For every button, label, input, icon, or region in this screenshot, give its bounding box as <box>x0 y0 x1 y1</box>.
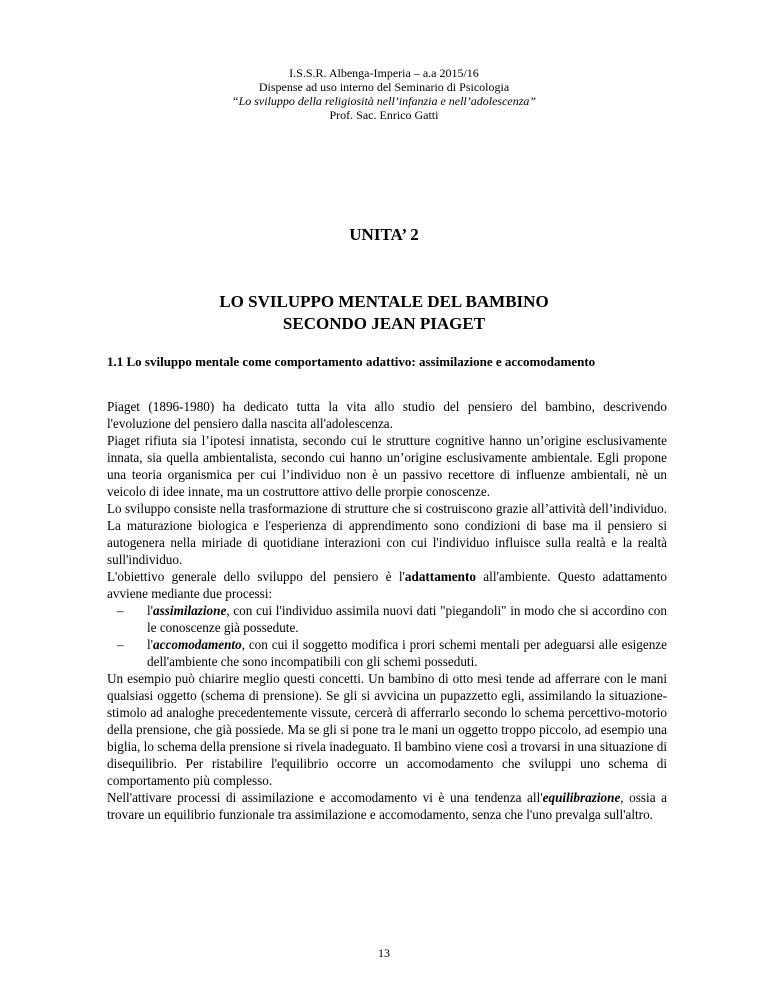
text-run: all'ambiente. Questo adattamento avviene mediante due processi: <box>107 569 667 601</box>
bold-italic-term-equilibrazione: equilibrazione <box>542 790 621 805</box>
page-number: 13 <box>378 946 390 960</box>
bold-italic-term-accomodamento: accomodamento <box>153 637 242 652</box>
header-seminar-title: “Lo sviluppo della religiosità nell’infanzia e nell’adolescenza” <box>231 94 537 108</box>
document-header <box>0 66 768 122</box>
text-run: , con cui il soggetto modifica i prori schemi mentali per adeguarsi alle esigenze dell'ambiente che sono incompatibili con gli schemi posseduti. <box>147 637 667 669</box>
paragraph: Piaget (1896-1980) ha dedicato tutta la vita allo studio del pensiero del bambino, descrivendo l'evoluzione del pensiero dalla nascita all'adolescenza. <box>107 399 667 431</box>
dash-bullet-icon: – <box>117 603 124 618</box>
unit-heading: UNITA’ 2 <box>349 225 419 244</box>
header-institute: I.S.S.R. Albenga-Imperia – a.a 2015/16 <box>289 66 479 80</box>
text-run: , ossia a trovare un equilibrio funzionale tra assimilazione e accomodamento, senza che l'uno prevalga sull'altro. <box>107 790 668 822</box>
section-heading: 1.1 Lo sviluppo mentale come comportamento adattivo: assimilazione e accomodamento <box>107 354 596 369</box>
list-item <box>117 636 667 670</box>
header-professor: Prof. Sac. Enrico Gatti <box>329 108 439 122</box>
body-text <box>107 398 667 823</box>
paragraph: Un esempio può chiarire meglio questi concetti. Un bambino di otto mesi tende ad afferrare con le mani qualsiasi oggetto (schema di prensione). Se gli si avvicina un pupazzetto egli, assimilando la situazione-stimolo ad analoghe precedentemente vissute, cercerà di afferrarlo secondo lo schema percettivo-motorio della prensione, che già possiede. Ma se gli si pone tra le mani un oggetto troppo piccolo, ad esempio una biglia, lo schema della prensione si rivela inadeguato. Il bambino viene così a trovarsi in una situazione di disequilibrio. Per ristabilire l'equilibrio occorre un accomodamento che sviluppi uno schema di comportamento più complesso. <box>107 671 667 788</box>
chapter-title <box>0 291 768 335</box>
bold-term-adattamento: adattamento <box>404 569 476 584</box>
text-run: , con cui l'individuo assimila nuovi dati "piegandoli" in modo che si accordino con le conoscenze già possedute. <box>147 603 667 635</box>
paragraph <box>107 789 667 823</box>
text-run: l' <box>147 637 154 652</box>
paragraph <box>107 568 667 602</box>
dash-bullet-icon: – <box>117 637 124 652</box>
text-run: Nell'attivare processi di assimilazione e accomodamento vi è una tendenza all' <box>107 790 543 805</box>
paragraph: Lo sviluppo consiste nella trasformazione di strutture che si costruiscono grazie all’attività dell’individuo. La maturazione biologica e l'esperienza di apprendimento sono condizioni di base ma il pensiero si autogenera nella miriade di quotidiane interazioni con cui l'individuo influisce sulla realtà e la realtà sull'individuo. <box>107 501 667 567</box>
header-course: Dispense ad uso interno del Seminario di Psicologia <box>258 80 510 94</box>
bullet-list <box>107 602 667 670</box>
chapter-title-line-1: LO SVILUPPO MENTALE DEL BAMBINO <box>219 292 549 311</box>
bold-italic-term-assimilazione: assimilazione <box>153 603 227 618</box>
text-run: l' <box>147 603 154 618</box>
text-run: L'obiettivo generale dello sviluppo del pensiero è l' <box>107 569 405 584</box>
chapter-title-line-2: SECONDO JEAN PIAGET <box>282 314 486 333</box>
list-item <box>117 602 667 636</box>
paragraph: Piaget rifiuta sia l’ipotesi innatista, secondo cui le strutture cognitive hanno un’origine esclusivamente innata, sia quella ambientalista, secondo cui hanno un’origine esclusivamente ambientale. Egli propone una teoria organismica per cui l’individuo non è un passivo recettore di influenze ambientali, nè un veicolo di idee innate, ma un costruttore attivo delle prorpie conoscenze. <box>107 433 667 499</box>
